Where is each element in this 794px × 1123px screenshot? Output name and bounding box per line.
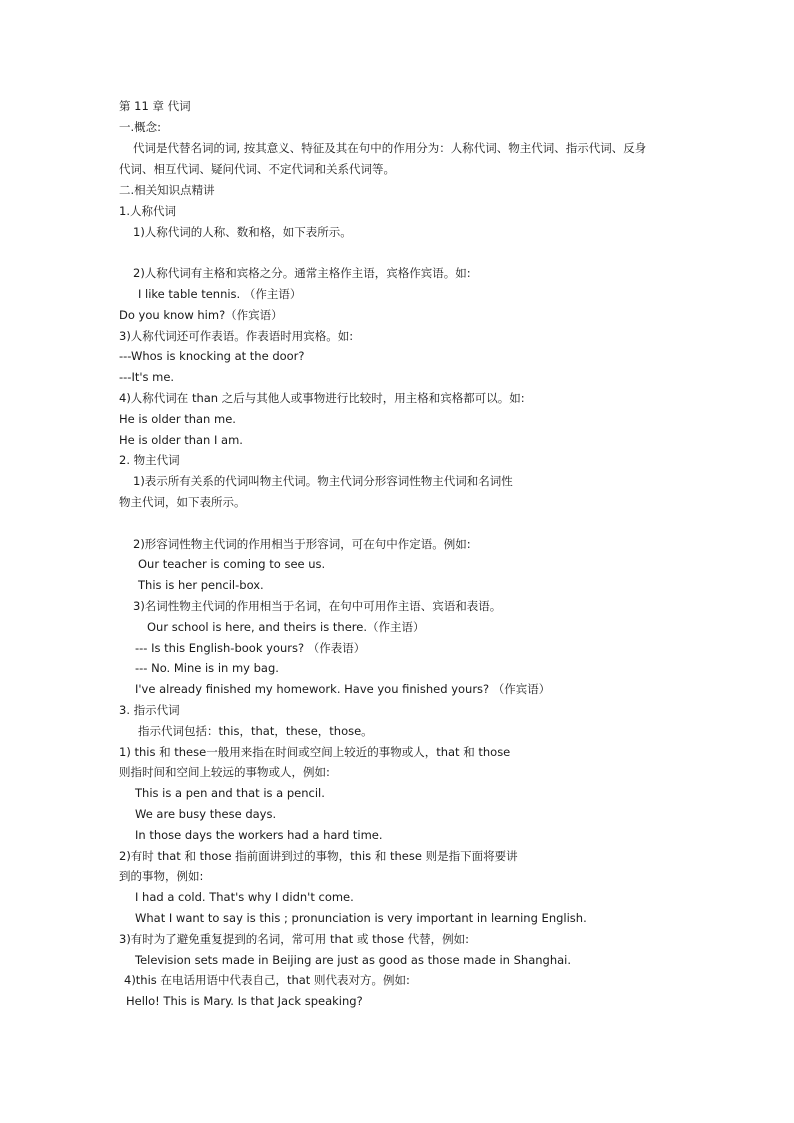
paragraph-line: 1)人称代词的人称、数和格，如下表所示。 xyxy=(133,225,352,239)
paragraph-line: 物主代词，如下表所示。 xyxy=(119,495,246,509)
example-line: --- No. Mine is in my bag. xyxy=(135,661,279,675)
section-heading: 一.概念: xyxy=(119,120,162,134)
paragraph-line: 则指时间和空间上较远的事物或人，例如: xyxy=(119,765,330,779)
paragraph-line: 2)形容词性物主代词的作用相当于形容词，可在句中作定语。例如: xyxy=(133,537,471,551)
example-line: What I want to say is this ; pronunciation is very important in learning English. xyxy=(135,911,587,925)
paragraph-line: 3)人称代词还可作表语。作表语时用宾格。如: xyxy=(119,329,354,343)
example-line: Our school is here, and theirs is there.（作主语） xyxy=(147,620,425,634)
example-line: Do you know him?（作宾语） xyxy=(119,308,283,322)
example-line: Television sets made in Beijing are just as good as those made in Shanghai. xyxy=(135,953,572,967)
paragraph-line: 4)this 在电话用语中代表自己，that 则代表对方。例如: xyxy=(124,973,410,987)
example-line: ---It's me. xyxy=(119,370,175,384)
example-line: --- Is this English-book yours? （作表语） xyxy=(135,641,366,655)
paragraph-line: 4)人称代词在 than 之后与其他人或事物进行比较时，用主格和宾格都可以。如: xyxy=(119,391,525,405)
example-line: I've already finished my homework. Have you finished yours? （作宾语） xyxy=(135,682,551,696)
paragraph-line: 1)表示所有关系的代词叫物主代词。物主代词分形容词性物主代词和名词性 xyxy=(133,474,513,488)
paragraph-line: 代词、相互代词、疑问代词、不定代词和关系代词等。 xyxy=(119,162,395,176)
paragraph-line: 1) this 和 these一般用来指在时间或空间上较近的事物或人，that 和 those xyxy=(119,745,511,759)
example-line: He is older than me. xyxy=(119,412,236,426)
example-line: This is a pen and that is a pencil. xyxy=(135,786,325,800)
subsection-heading: 1.人称代词 xyxy=(119,204,176,218)
example-line: I had a cold. That's why I didn't come. xyxy=(135,890,354,904)
paragraph-line: 代词是代替名词的词, 按其意义、特征及其在句中的作用分为：人称代词、物主代词、指示代词、反身 xyxy=(133,141,647,155)
subsection-heading: 3. 指示代词 xyxy=(119,703,180,717)
paragraph-line: 到的事物，例如: xyxy=(119,869,204,883)
example-line: ---Whos is knocking at the door? xyxy=(119,349,305,363)
example-line: I like table tennis. （作主语） xyxy=(138,287,302,301)
paragraph-line: 3)名词性物主代词的作用相当于名词，在句中可用作主语、宾语和表语。 xyxy=(133,599,502,613)
subsection-heading: 2. 物主代词 xyxy=(119,453,180,467)
example-line: In those days the workers had a hard time. xyxy=(135,828,383,842)
example-line: Our teacher is coming to see us. xyxy=(138,557,326,571)
paragraph-line: 3)有时为了避免重复提到的名词，常可用 that 或 those 代替，例如: xyxy=(119,932,470,946)
paragraph-line: 2)人称代词有主格和宾格之分。通常主格作主语，宾格作宾语。如: xyxy=(133,266,471,280)
example-line: This is her pencil-box. xyxy=(138,578,264,592)
paragraph-line: 指示代词包括：this，that，these，those。 xyxy=(138,724,373,738)
example-line: We are busy these days. xyxy=(135,807,277,821)
section-heading: 二.相关知识点精讲 xyxy=(119,183,215,197)
example-line: Hello! This is Mary. Is that Jack speaking? xyxy=(126,994,363,1008)
paragraph-line: 2)有时 that 和 those 指前面讲到过的事物，this 和 these 则是指下面将要讲 xyxy=(119,849,518,863)
example-line: He is older than I am. xyxy=(119,433,243,447)
chapter-title: 第 11 章 代词 xyxy=(119,99,191,113)
